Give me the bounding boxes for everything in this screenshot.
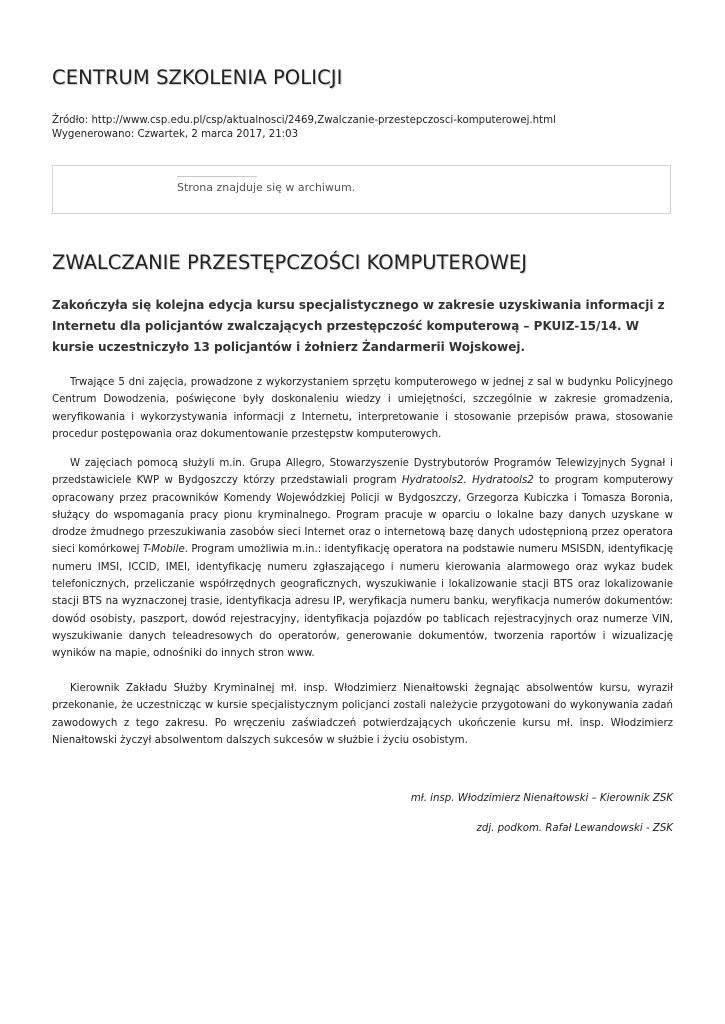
archive-divider: [177, 176, 257, 177]
article-paragraph-3: Kierownik Zakładu Służby Kryminalnej mł. insp. Włodzimierz Nienałtowski żegnając absolwentów kursu, wyraził przekonanie, że uczestnicząc w kursie specjalistycznym policjanci zostali należycie przygotowani do wykonywania zadań zawodowych z tego zakresu. Po wręczeniu zaświadczeń potwierdzających ukończenie kursu mł. insp. Włodzimierz Nienałtowski życzył absolwentom dalszych sukcesów w służbie i życiu osobistym.: [52, 683, 673, 746]
signature-author: mł. insp. Włodzimierz Nienałtowski – Kierownik ZSK: [410, 793, 673, 804]
paragraph-2-text-a: W zajęciach pomocą służyli m.in. Grupa Allegro, Stowarzyszenie Dystrybutorów Programów Telewizyjnych Sygnał i przedstawiciele KWP w Bydgoszczy którzy przedstawiali program: [52, 458, 673, 487]
article-lead: Zakończyła się kolejna edycja kursu specjalistycznego w zakresie uzyskiwania informacji z Internetu dla policjantów zwalczających przestępczość komputerową – PKUIZ-15/14. W kursie uczestniczyło 13 policjantów i żołnierz Żandarmerii Wojskowej.: [52, 298, 665, 354]
paragraph-2-text-c: . Program umożliwia m.in.: identyfikację operatora na podstawie numeru MSISDN, identyfikację numeru IMSI, ICCID, IMEI, identyfikację numeru zgłaszającego i numeru kierowania alarmowego oraz wykaz budek telefonicznych, przeliczanie współrzędnych geograficznych, wyszukiwanie i lokalizowanie stacji BTS oraz lokalizowanie stacji BTS na wyznaczonej trasie, identyfikacja adresu IP, weryfikacja numeru banku, weryfikacja numerów dokumentów: dowód osobisty, paszport, dowód rejestracyjny, identyfikacja pojazdów po tablicach rejestracyjnych oraz numerze VIN, wyszukiwanie danych teleadresowych do operatorów, generowanie dokumentów, tworzenia raportów i wizualizację wyników na mapie, odnośniki do innych stron www.: [52, 544, 673, 660]
article-paragraph-2: [52, 455, 673, 663]
signature-photo-credit: zdj. podkom. Rafał Lewandowski - ZSK: [476, 823, 673, 834]
archive-notice: [52, 165, 671, 214]
archive-notice-text: Strona znajduje się w archiwum.: [177, 181, 356, 194]
paragraph-2-operator-name: T-Mobile: [142, 544, 185, 556]
paragraph-2-text-b: to program komputerowy opracowany przez pracowników Komendy Wojewódzkiej Policji w Bydgoszczy, Grzegorza Kubiczka i Tomasza Boronia, służący do wspomagania pracy pionu kryminalnego. Program pracuje w oparciu o lokalne bazy danych uzyskane w drodze żmudnego przeszukiwania zasobów sieci Internet oraz o internetową bazę danych udostępnioną przez operatora sieci komórkowej: [52, 475, 673, 556]
document-meta: [52, 114, 556, 142]
generated-line: Wygenerowano: Czwartek, 2 marca 2017, 21:03: [52, 129, 299, 140]
article-title: ZWALCZANIE PRZESTĘPCZOŚCI KOMPUTEROWEJ: [52, 251, 527, 274]
source-line: Źródło: http://www.csp.edu.pl/csp/aktualnosci/2469,Zwalczanie-przestepczosci-komputerowej.html: [52, 115, 556, 126]
site-title: CENTRUM SZKOLENIA POLICJI: [52, 66, 343, 89]
article-paragraph-1: Trwające 5 dni zajęcia, prowadzone z wykorzystaniem sprzętu komputerowego w jednej z sal w budynku Policyjnego Centrum Dowodzenia, poświęcone były doskonaleniu wiedzy i umiejętności, szczególnie w zakresie gromadzenia, weryfikowania i wykorzystywania informacji z Internetu, interpretowanie i stosowanie przepisów prawa, stosowanie procedur postępowania oraz dokumentowanie przestępstw komputerowych.: [52, 377, 673, 440]
paragraph-2-program-name: Hydratools2. Hydratools2: [401, 475, 534, 487]
